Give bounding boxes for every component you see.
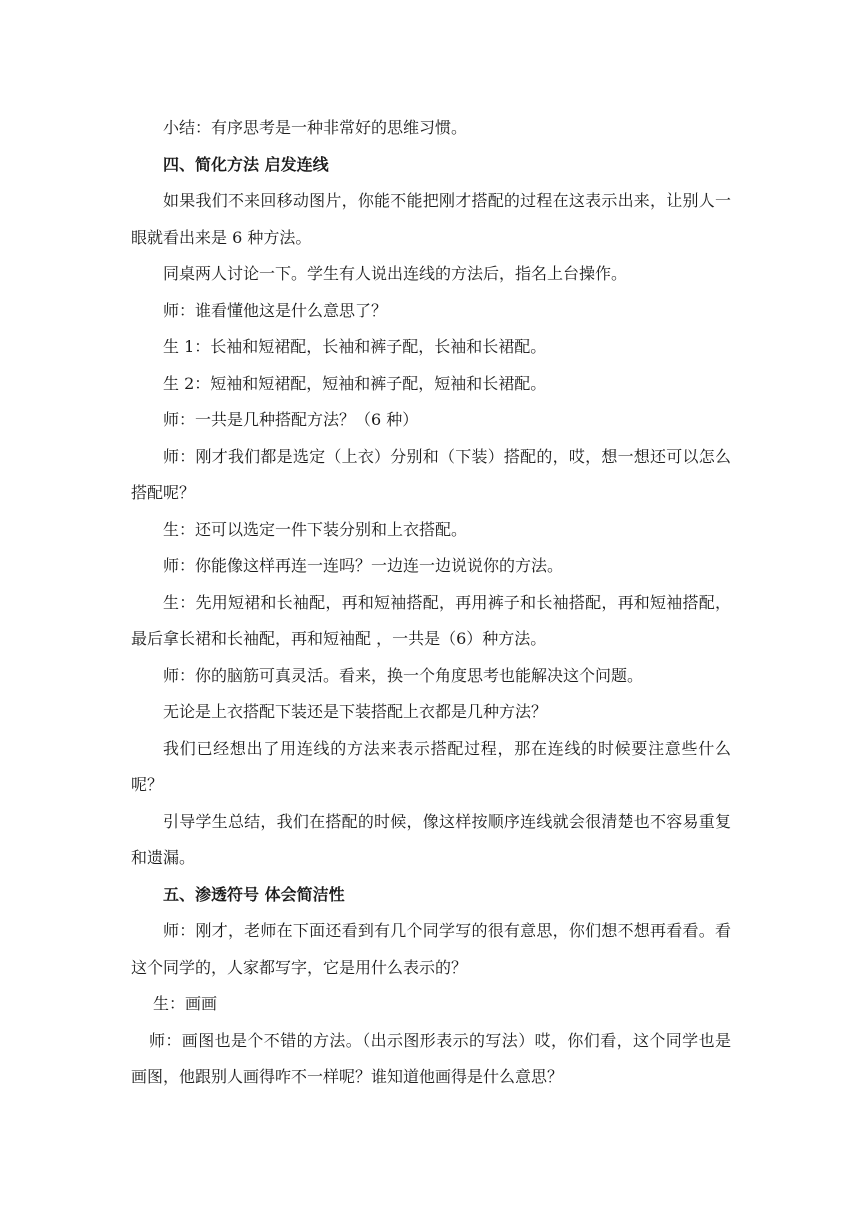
paragraph: 师：谁看懂他这是什么意思了？ [163, 300, 388, 320]
section-heading-5: 五、渗透符号 体会简洁性 [163, 884, 345, 904]
paragraph: 师：刚才，老师在下面还看到有几个同学写的很有意思，你们想不想再看看。看这个同学的，人家都写字，它是用什么表示的？ [131, 921, 731, 977]
paragraph: 师：画图也是个不错的方法。（出示图形表示的写法）哎，你们看，这个同学也是画图，他跟别人画得咋不一样呢？谁知道他画得是什么意思？ [131, 1030, 731, 1086]
paragraph: 同桌两人讨论一下。学生有人说出连线的方法后，指名上台操作。 [163, 264, 628, 283]
paragraph: 师：你能像这样再连一连吗？一边连一边说说你的方法。 [163, 556, 564, 575]
document-body [131, 110, 731, 1096]
paragraph: 生 2：短袖和短裙配，短袖和裤子配，短袖和长裙配。 [163, 373, 547, 393]
paragraph: 无论是上衣搭配下装还是下装搭配上衣都是几种方法？ [163, 702, 548, 721]
paragraph: 如果我们不来回移动图片，你能不能把刚才搭配的过程在这表示出来，让别人一眼就看出来是 6 种方法。 [131, 191, 731, 247]
paragraph: 生：还可以选定一件下装分别和上衣搭配。 [163, 519, 468, 539]
paragraph: 师：你的脑筋可真灵活。看来，换一个角度思考也能解决这个问题。 [163, 665, 644, 685]
section-heading-4: 四、简化方法 启发连线 [163, 154, 329, 174]
paragraph: 引导学生总结，我们在搭配的时候，像这样按顺序连线就会很清楚也不容易重复和遗漏。 [131, 811, 731, 867]
paragraph: 我们已经想出了用连线的方法来表示搭配过程，那在连线的时候要注意些什么呢？ [131, 738, 731, 794]
paragraph: 生 1：长袖和短裙配，长袖和裤子配，长袖和长裙配。 [163, 337, 547, 356]
paragraph: 师：刚才我们都是选定（上衣）分别和（下装）搭配的，哎，想一想还可以怎么搭配呢？ [131, 446, 731, 502]
paragraph: 生：画画 [153, 994, 218, 1013]
paragraph: 师：一共是几种搭配方法？（6 种） [163, 410, 419, 429]
summary-paragraph: 小结：有序思考是一种非常好的思维习惯。 [163, 118, 468, 137]
paragraph: 生：先用短裙和长袖配，再和短袖搭配，再用裤子和长袖搭配，再和短袖搭配，最后拿长裙和长袖配，再和短袖配 ，一共是（6）种方法。 [131, 592, 731, 648]
